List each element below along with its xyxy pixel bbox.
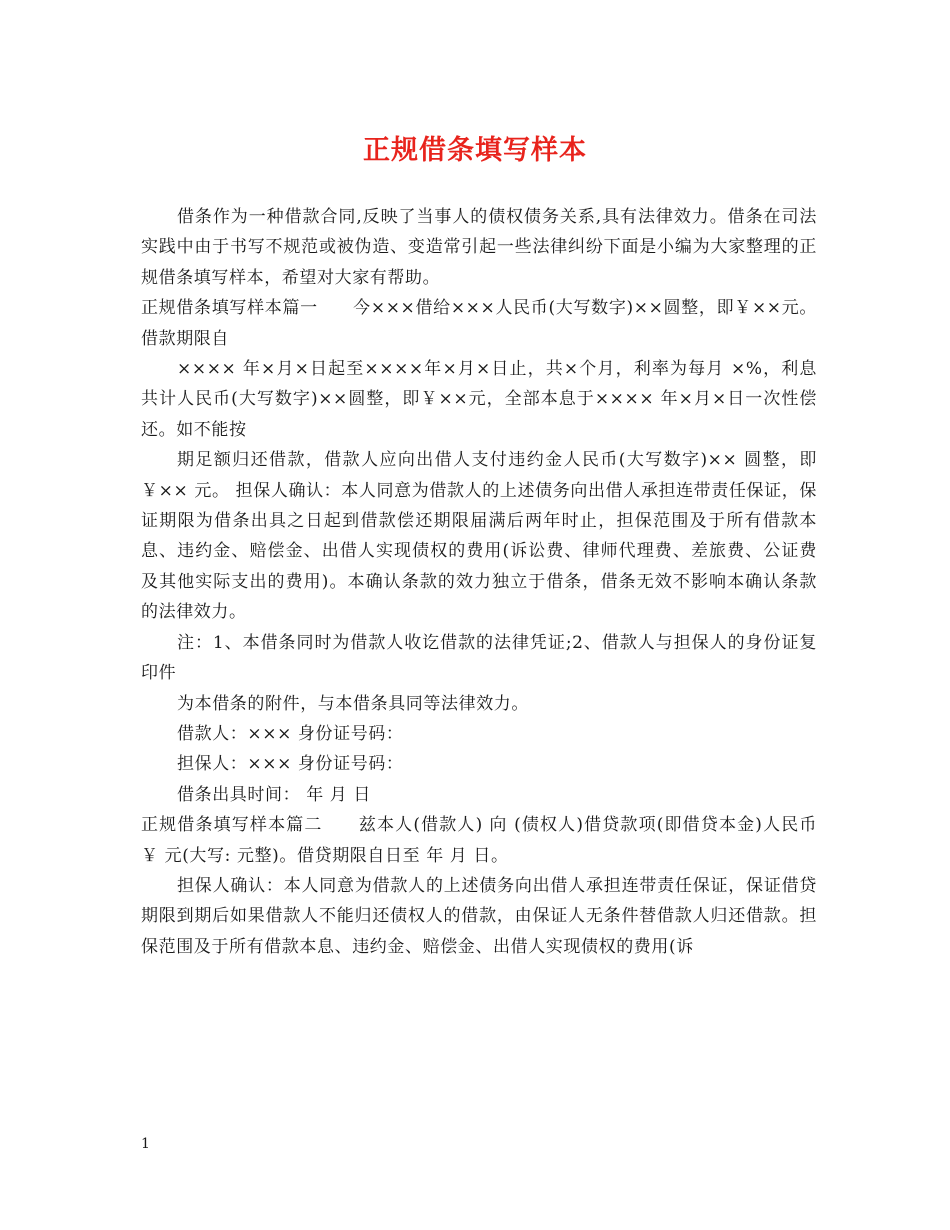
paragraph-attachment: 为本借条的附件，与本借条具同等法律效力。 (177, 693, 529, 714)
document-title: 正规借条填写样本 (363, 135, 587, 166)
paragraph-guarantor-confirmation: 担保人确认：本人同意为借款人的上述债务向出借人承担连带责任保证，保证借贷期限到期后如果借款人不能归还债权人的借款，由保证人无条件替借款人归还借款。担保范围及于所有借款本息、违约金、赔偿金、出借人实现债权的费用(诉 (141, 875, 817, 957)
guarantor-line: 担保人：××× 身份证号码： (177, 754, 404, 775)
paragraph-note: 注：1、本借条同时为借款人收讫借款的法律凭证;2、借款人与担保人的身份证复印件 (141, 632, 817, 684)
page-number: 1 (141, 1136, 150, 1152)
paragraph-sample-two-heading: 正规借条填写样本篇二 兹本人(借款人) 向 (债权人)借贷款项(即借贷本金)人民币 ￥ 元(大写: 元整)。借贷期限自日至 年 月 日。 (141, 815, 817, 866)
paragraph-loan-period: ×××× 年×月×日起至××××年×月×日止，共×个月，利率为每月 ×%，利息共计人民币(大写数字)××圆整，即￥××元，全部本息于×××× 年×月×日一次性偿还。如不能按 (141, 359, 817, 440)
borrower-line: 借款人：××× 身份证号码： (177, 723, 404, 744)
document-body (141, 202, 817, 962)
paragraph-sample-one-heading: 正规借条填写样本篇一 今×××借给×××人民币(大写数字)××圆整，即￥××元。借款期限自 (141, 298, 817, 349)
paragraph-intro: 借条作为一种借款合同,反映了当事人的债权债务关系,具有法律效力。借条在司法实践中由于书写不规范或被伪造、变造常引起一些法律纠纷下面是小编为大家整理的正规借条填写样本，希望对大家有帮助。 (141, 207, 817, 288)
paragraph-guarantee: 期足额归还借款，借款人应向出借人支付违约金人民币(大写数字)×× 圆整，即￥×× 元。 担保人确认：本人同意为借款人的上述债务向出借人承担连带责任保证，保证期限为借条出具之日起到借款偿还期限届满后两年时止，担保范围及于所有借款本息、违约金、赔偿金、出借人实现债权的费用(诉讼费、律师代理费、差旅费、公证费及其他实际支出的费用)。本确认条款的效力独立于借条，借条无效不影响本确认条款的法律效力。 (141, 450, 817, 623)
issue-date-line: 借条出具时间： 年 月 日 (177, 784, 372, 805)
